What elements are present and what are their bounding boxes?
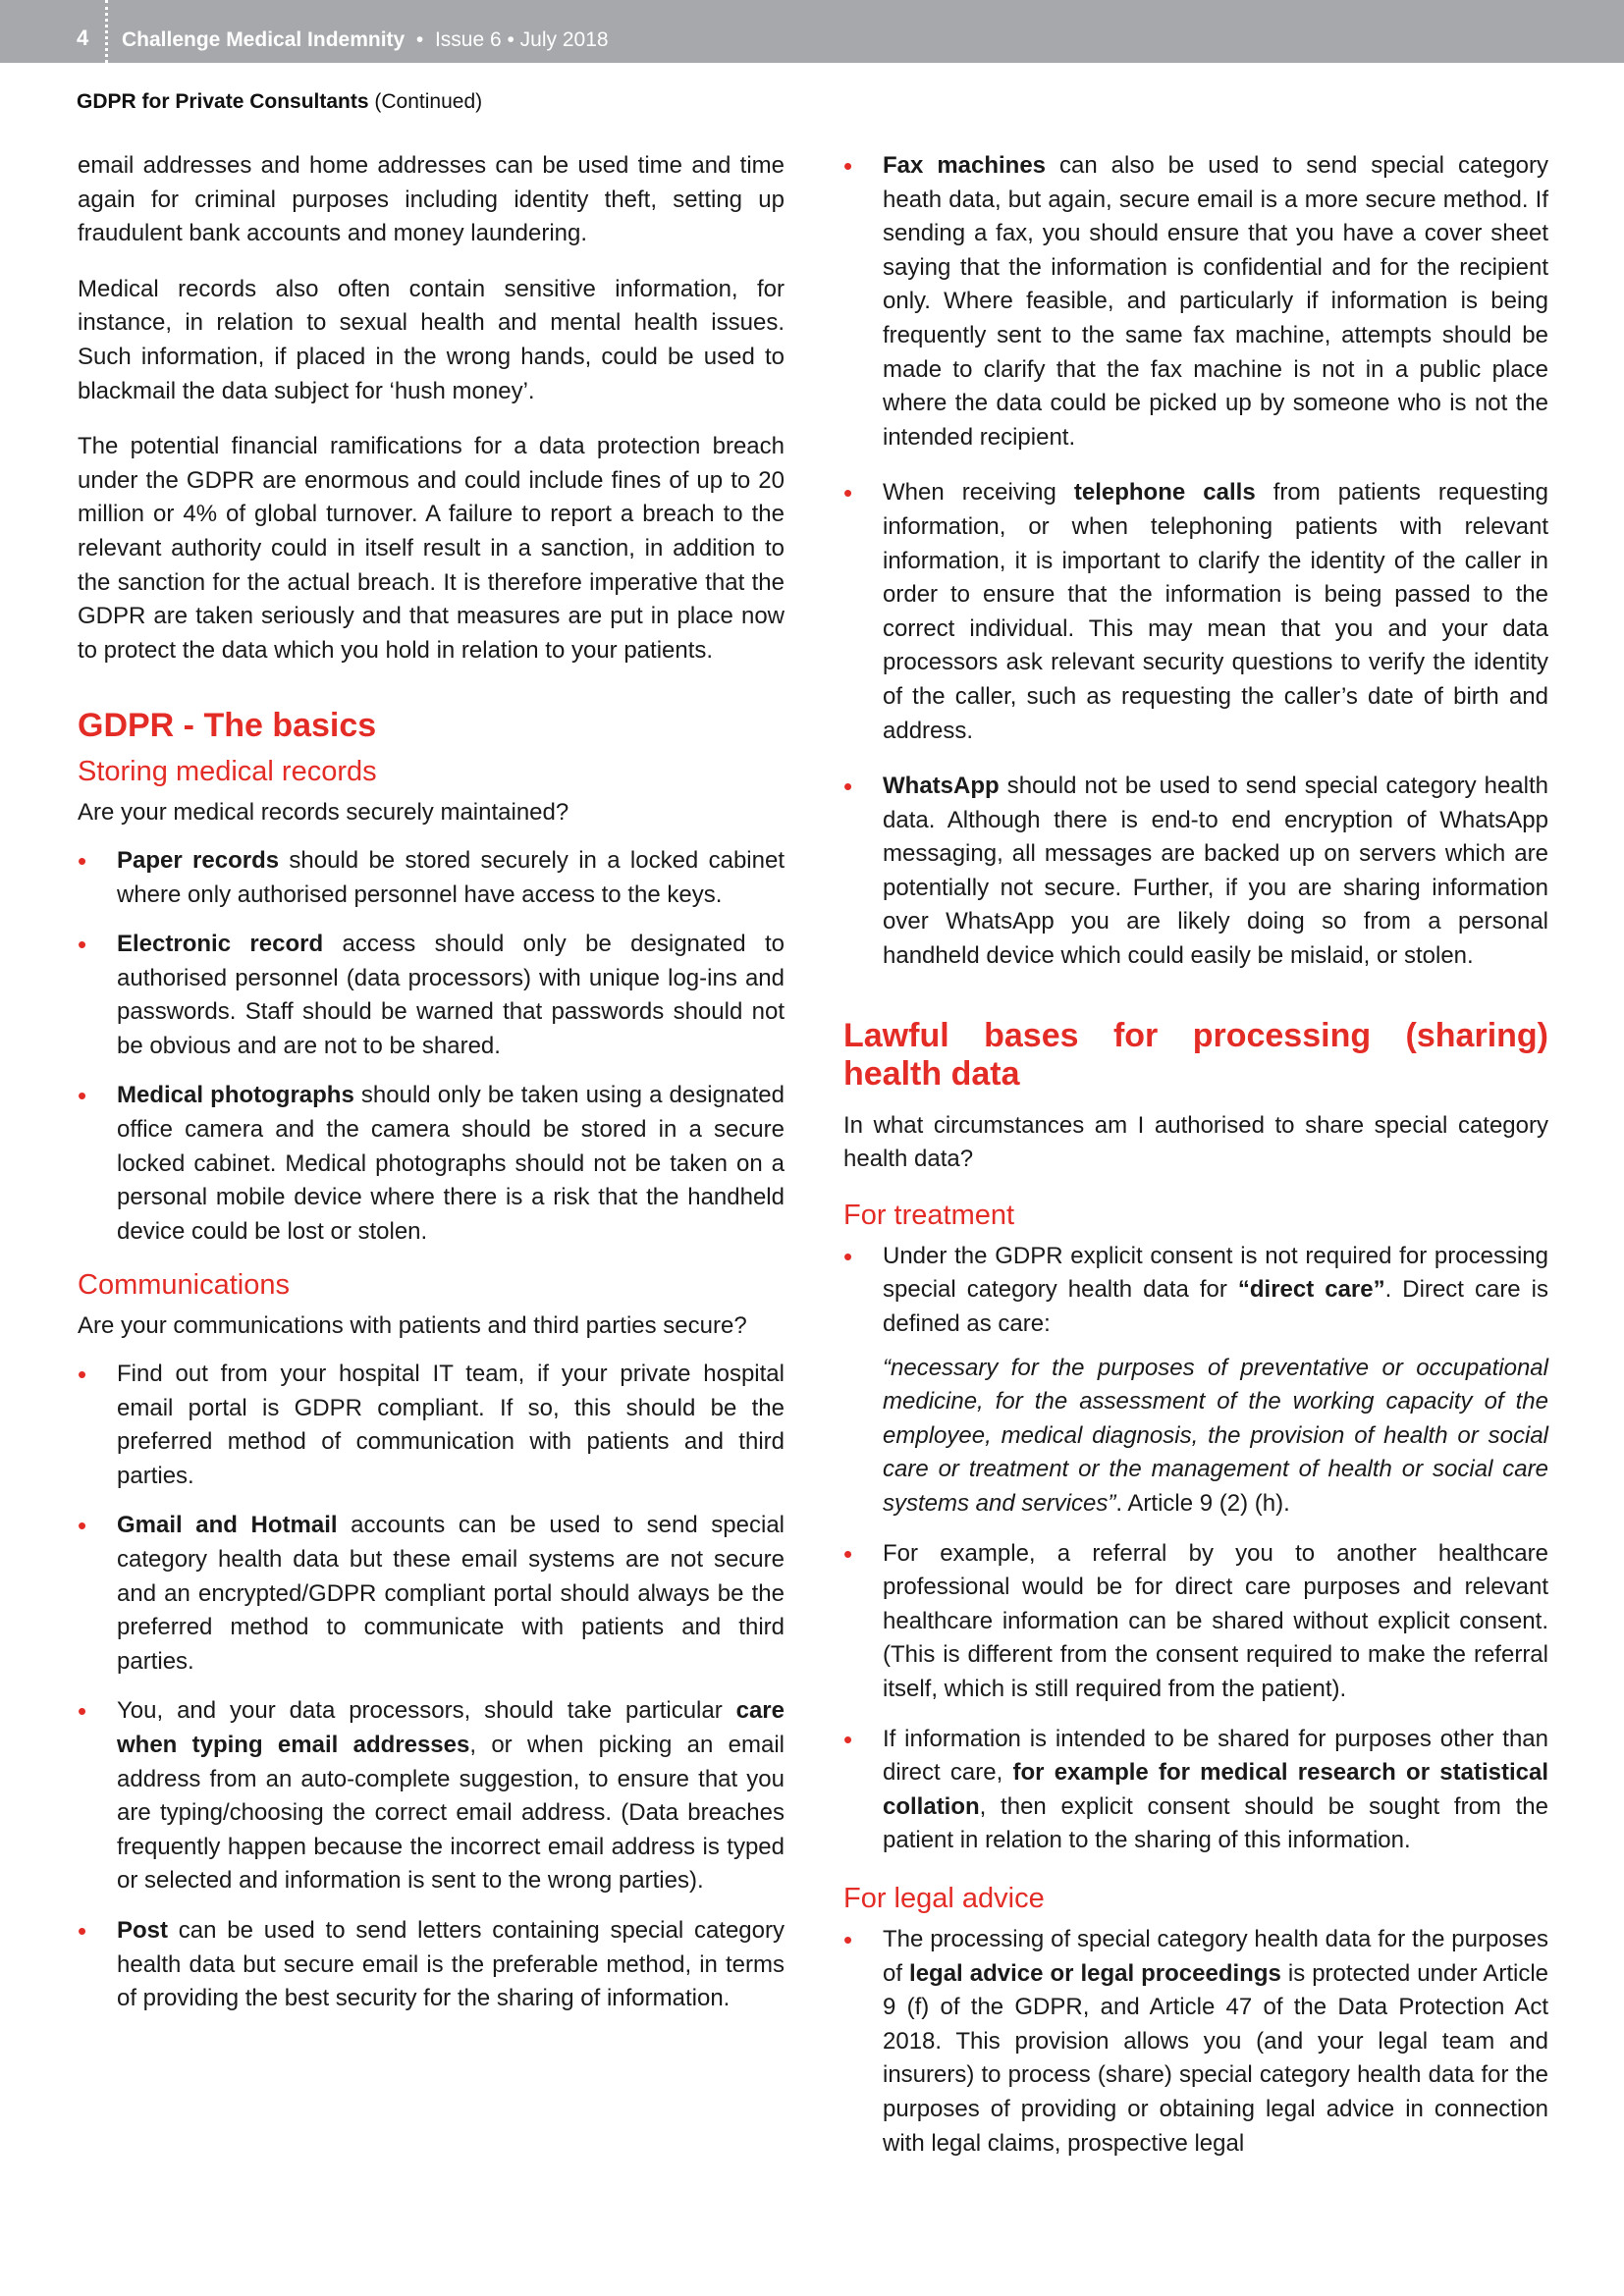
right-column [843,149,1548,2176]
list-item [78,1358,785,1493]
item-text: , or when picking an email address from an auto-complete suggestion, to ensure that you are typing/choosing the correct email address. (Data breaches frequently happen because the incorrect email address is typed or selected and information is sent to the wrong parties). [117,1731,785,1895]
item-text: should not be used to send special category health data. Although there is end-to end encryption of WhatsApp messaging, all messages are backed up on servers which are potentially not secure. Further, if you are sharing information over WhatsApp you are likely doing so from a personal handheld device which could easily be mislaid, or stolen. [883,773,1548,970]
list-item [78,844,785,912]
item-text: can also be used to send special category heath data, but again, secure email is a more secure method. If sending a fax, you should ensure that you have a cover sheet saying that the information is confidential and for the recipient only. Where feasible, and particularly if information is being frequently sent to the same fax machine, attempts should be made to clarify that the fax machine is not in a public place where the data could be picked up by someone who is not the intended recipient. [883,152,1549,451]
quote-text: “necessary for the purposes of preventative or occupational medicine, for the assessment of the working capacity of the employee, medical diagnosis, the provision of health or social care or treatment or the management of health or social care systems and services” [883,1354,1548,1517]
paragraph: email addresses and home addresses can be used time and time again for criminal purposes including identity theft, setting up fraudulent bank accounts and money laundering. [78,152,785,247]
list-item [843,770,1548,974]
item-lead: Paper records [117,846,280,874]
subheading-storing-records: Storing medical records [78,756,377,788]
item-text: access should only be designated to authorised personnel (data processors) with unique log-ins and passwords. Staff should be warned that passwords should not be obvious and are not to be shared. [117,931,785,1059]
legal-list [843,1923,1548,2161]
list-item [78,1694,785,1898]
item-lead: Fax machines [883,152,1047,179]
item-text: is protected under Article 9 (f) of the GDPR, and Article 47 of the Data Protection Act 2018. This provision allows you (and your legal team and insurers) to process (share) special category health data for the purposes of providing or obtaining legal advice in connection with legal claims, prospective legal [883,1959,1549,2157]
running-title-suffix: (Continued) [368,90,483,113]
item-text: Under the GDPR explicit consent is not required for processing special category health data for [883,1242,1548,1304]
item-text: The processing of special category health data for the purposes of [883,1925,1548,1987]
list-item [843,1240,1548,1522]
item-text: When receiving [883,479,1074,507]
item-lead: WhatsApp [883,773,1000,800]
storing-list [78,844,785,1250]
left-column [78,149,785,2032]
communications-list [78,1358,785,2016]
page-header-bar [0,0,1624,63]
item-lead: telephone calls [1073,479,1256,507]
section-heading-gdpr-basics: GDPR - The basics [78,707,377,745]
item-text: For example, a referral by you to another healthcare professional would be for direct care purposes and relevant healthcare information can be shared without explicit consent. (This is different from the consent required to make the referral itself, which is still required from the patient). [883,1539,1548,1702]
item-lead: care when typing email addresses [117,1697,785,1758]
subheading-for-treatment: For treatment [843,1199,1015,1231]
subheading-communications: Communications [78,1269,290,1302]
list-item [843,1537,1548,1707]
section-heading-lawful-bases: Lawful bases for processing (sharing) health data [843,1016,1548,1093]
item-text: from patients requesting information, or when telephoning patients with relevant information, it is important to clarify the identity of the caller in order to ensure that the information is being passed to the correct individual. This may mean that you and your data processors ask relevant security questions to verify the identity of the caller, such as requesting the caller’s date of birth and address. [883,479,1549,744]
list-item [78,1914,785,2016]
item-text: You, and your data processors, should take particular [117,1697,736,1725]
issue-date: Issue 6 • July 2018 [434,28,609,51]
list-item [843,1723,1548,1858]
item-text: should only be taken using a designated office camera and the camera should be stored in a secure locked cabinet. Medical photographs should not be taken on a personal mobile device where there is a risk that the handheld device could be lost or stolen. [117,1082,785,1245]
intro-question: Are your medical records securely maintained? [78,799,569,827]
list-item [843,149,1548,454]
list-item [843,1923,1548,2161]
item-lead: “direct care” [1237,1276,1385,1304]
page-number: 4 [77,26,89,50]
list-item [78,1079,785,1249]
publication-title: Challenge Medical Indemnity [122,28,406,51]
item-text: should be stored securely in a locked cabinet where only authorised personnel have access to the keys. [117,846,785,908]
item-text: can be used to send letters containing special category health data but secure email is the preferable method, in terms of providing the best security for the sharing of information. [117,1916,785,2012]
item-lead: Electronic record [117,931,324,958]
separator-bullet: • [415,28,424,51]
item-text: Find out from your hospital IT team, if your private hospital email portal is GDPR compliant. If so, this should be the preferred method of communication with patients and third parties. [117,1361,785,1489]
item-lead: Gmail and Hotmail [117,1512,338,1539]
running-title-main: GDPR for Private Consultants [77,90,369,113]
citation: . Article 9 (2) (h). [1115,1490,1290,1517]
item-lead: legal advice or legal proceedings [909,1959,1281,1987]
item-lead: for example for medical research or statistical collation [883,1759,1548,1820]
treatment-list [843,1240,1548,1858]
subheading-for-legal-advice: For legal advice [843,1882,1045,1914]
paragraph: The potential financial ramifications for a data protection breach under the GDPR are enormous and could include fines of up to 20 million or 4% of global turnover. A failure to report a breach to the relevant authority could in itself result in a sanction, in addition to the sanction for the actual breach. It is therefore imperative that the GDPR are taken seriously and that measures are put in place now to protect the data which you hold in relation to your patients. [78,433,785,664]
publication-line [122,28,609,52]
channels-list [843,149,1548,974]
dotted-divider [105,0,108,63]
item-lead: Medical photographs [117,1082,354,1109]
item-text: If information is intended to be shared for purposes other than direct care, [883,1725,1548,1787]
list-item [843,476,1548,748]
quotation [883,1352,1548,1522]
paragraph: Medical records also often contain sensitive information, for instance, in relation to sexual health and mental health issues. Such information, if placed in the wrong hands, could be used to blackmail the data subject for ‘hush money’. [78,275,785,404]
item-text: accounts can be used to send special category health data but these email systems are not secure and an encrypted/GDPR compliant portal should always be the preferred method to communicate with patients and third parties. [117,1512,785,1675]
intro-question: Are your communications with patients and third parties secure? [78,1312,747,1340]
intro-question: In what circumstances am I authorised to share special category health data? [843,1111,1548,1173]
list-item [78,1509,785,1679]
list-item [78,928,785,1063]
item-text: . Direct care is defined as care: [883,1276,1548,1338]
item-lead: Post [117,1916,169,1944]
running-title [77,90,482,114]
item-text: , then explicit consent should be sought from the patient in relation to the sharing of this information. [883,1792,1548,1854]
